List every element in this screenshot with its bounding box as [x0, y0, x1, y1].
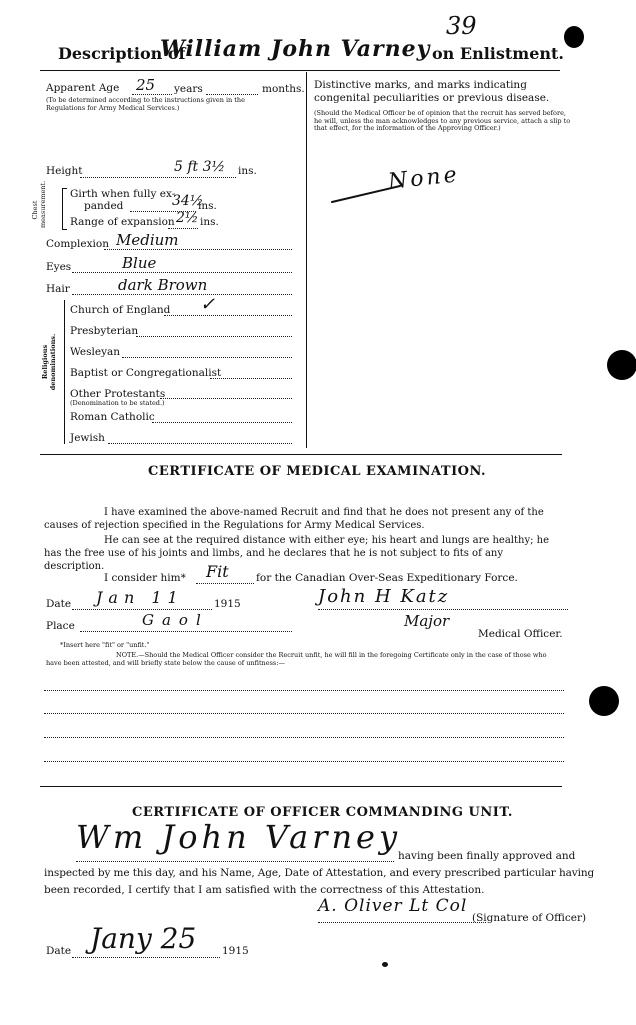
- unfitness-line-2: [44, 713, 564, 714]
- girth-label-1: Girth when fully ex-: [70, 188, 176, 200]
- marks-value: None: [386, 162, 461, 195]
- months-line: [206, 94, 258, 95]
- religion-baptist: Baptist or Congregationalist: [70, 367, 222, 379]
- commanding-date-line: [72, 957, 220, 958]
- commanding-line-2: inspected by me this day, and his Name, Age, Date of Attestation, and every prescribed particular having: [44, 867, 595, 879]
- complexion-line: [104, 249, 292, 250]
- girth-unit: ins.: [198, 200, 217, 212]
- height-label: Height: [46, 165, 83, 177]
- age-line: [132, 94, 172, 95]
- range-unit: ins.: [200, 216, 219, 228]
- medical-date-year: 1915: [214, 598, 241, 610]
- commanding-line-3: been recorded, I certify that I am satisfied with the correctness of this Attestation.: [44, 884, 485, 896]
- medical-heading: CERTIFICATE OF MEDICAL EXAMINATION.: [148, 464, 487, 479]
- medical-officer-signature: John H Katz: [318, 586, 450, 607]
- binder-hole-top: [564, 26, 584, 48]
- insert-note: *Insert here "fit" or "unfit.": [60, 641, 150, 649]
- complexion-value: Medium: [116, 231, 179, 249]
- ink-mark: [382, 962, 388, 967]
- commanding-date-value: Jany 25: [90, 922, 197, 955]
- religion-other-protestants: Other Protestants: [70, 388, 166, 400]
- consider-prefix: I consider him*: [104, 572, 186, 584]
- hair-label: Hair: [46, 283, 70, 295]
- commanding-heading: CERTIFICATE OF OFFICER COMMANDING UNIT.: [132, 805, 513, 820]
- range-value: 2½: [176, 210, 199, 226]
- hair-line: [72, 294, 292, 295]
- header-rule: [40, 70, 560, 71]
- commanding-officer-signature: A. Oliver Lt Col: [318, 896, 468, 916]
- months-unit: months.: [262, 83, 305, 95]
- height-value: 5 ft 3½: [174, 159, 226, 175]
- commanding-signature-line: [318, 922, 486, 923]
- binder-hole-lower: [589, 686, 619, 716]
- column-divider: [306, 72, 307, 448]
- unfitness-line-4: [44, 761, 564, 762]
- religion-jewish: Jewish: [70, 432, 105, 444]
- signature-of-officer-label: (Signature of Officer): [472, 912, 587, 924]
- recruit-signature-line: [76, 861, 394, 862]
- medical-date-value: Jan 11: [96, 588, 184, 607]
- chest-label: Chest measurement.: [31, 180, 47, 228]
- religion-label: Religious denominations.: [41, 333, 57, 391]
- eyes-line: [72, 272, 292, 273]
- age-note: (To be determined according to the instructions given in the Regulations for Army Medical Services.): [46, 96, 245, 112]
- girth-value: 34½: [172, 193, 204, 209]
- commanding-rule: [40, 786, 562, 787]
- religion-mark-church-of-england: ✓: [200, 294, 216, 315]
- commanding-date-label: Date: [46, 945, 72, 957]
- eyes-label: Eyes: [46, 261, 72, 273]
- age-unit: years: [174, 83, 203, 95]
- medical-date-label: Date: [46, 598, 72, 610]
- binder-hole-middle: [607, 350, 636, 380]
- religion-church-of-england: Church of England: [70, 304, 171, 316]
- religion-line-2: [122, 357, 292, 358]
- religion-wesleyan: Wesleyan: [70, 346, 121, 358]
- recruit-signature: Wm John Varney: [76, 818, 402, 856]
- marks-note: (Should the Medical Officer be of opinion that the recruit has served before, he will, unless the man acknowledges to any previous service, attach a slip to that effect, for the information of the Approving Officer.): [314, 109, 571, 132]
- religion-roman-catholic: Roman Catholic: [70, 411, 155, 423]
- eyes-value: Blue: [122, 254, 157, 272]
- consider-line: [196, 583, 254, 584]
- commanding-date-year: 1915: [222, 945, 249, 957]
- unfitness-line-1: [44, 690, 564, 691]
- marks-stroke: [330, 180, 410, 210]
- denomination-note: (Denomination to be stated.): [70, 399, 165, 407]
- religion-line-0: [164, 315, 292, 316]
- chest-bracket: [62, 188, 67, 230]
- religion-bracket: [64, 300, 69, 444]
- consider-value: Fit: [206, 562, 229, 581]
- medical-place-value: Gaol: [142, 611, 209, 629]
- height-line: [80, 177, 236, 178]
- marks-heading: Distinctive marks, and marks indicating congenital peculiarities or previous disease.: [314, 79, 550, 104]
- unfitness-line-3: [44, 737, 564, 738]
- hair-value: dark Brown: [118, 276, 208, 294]
- nota: NOTE.—Should the Medical Officer consider the Recruit unfit, he will fill in the foregoing Certificate only in the case of those who have been attested, and will briefly state below the cause of unfitness:—: [46, 651, 547, 667]
- medical-date-line: [72, 609, 212, 610]
- page-number: 39: [446, 12, 477, 40]
- consider-suffix: for the Canadian Over-Seas Expeditionary Force.: [256, 572, 518, 584]
- title-left: Description of: [58, 44, 186, 63]
- medical-para-1: I have examined the above-named Recruit and find that he does not present any of the causes of rejection specified in the Regulations for Army Medical Services.: [44, 507, 544, 531]
- complexion-label: Complexion: [46, 238, 109, 250]
- medical-officer-rank: Major: [404, 612, 450, 630]
- height-unit: ins.: [238, 165, 257, 177]
- medical-rule: [40, 454, 562, 455]
- religion-line-3: [210, 378, 292, 379]
- age-label: Apparent Age: [46, 82, 120, 94]
- religion-line-6: [108, 443, 292, 444]
- commanding-line-1: having been finally approved and: [398, 850, 576, 862]
- medical-officer-title: Medical Officer.: [478, 628, 563, 640]
- religion-presbyterian: Presbyterian: [70, 325, 139, 337]
- medical-place-label: Place: [46, 620, 75, 632]
- medical-signature-line: [318, 609, 568, 610]
- medical-place-line: [80, 631, 292, 632]
- age-value: 25: [136, 76, 156, 94]
- girth-label-2: panded: [84, 200, 124, 212]
- medical-para-2: He can see at the required distance with either eye; his heart and lungs are healthy; he has the free use of his joints and limbs, and he declares that he is not subject to fits of any description.: [44, 535, 549, 572]
- religion-line-1: [136, 336, 292, 337]
- range-label: Range of expansion: [70, 216, 175, 228]
- recruit-name-handwritten: William John Varney: [160, 36, 431, 62]
- range-line: [168, 228, 198, 229]
- religion-line-4: [160, 398, 292, 399]
- title-right: on Enlistment.: [432, 44, 564, 63]
- religion-line-5: [152, 422, 292, 423]
